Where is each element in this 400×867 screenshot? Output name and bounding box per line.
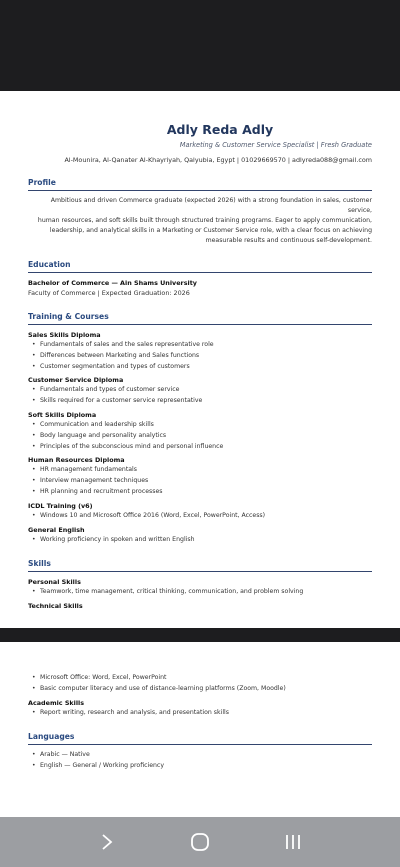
list-item: • Communication and leadership skills [28, 420, 372, 431]
android-nav-bar [0, 817, 400, 867]
list-item: • Windows 10 and Microsoft Office 2016 (Word, Excel, PowerPoint, Access) [28, 511, 372, 522]
training-group [28, 410, 372, 452]
top-dark-bar [0, 0, 400, 91]
training-group [28, 525, 372, 546]
list-item: • Interview management techniques [28, 476, 372, 487]
back-icon[interactable] [87, 827, 127, 857]
training-group [28, 501, 372, 522]
list-item: • Working proficiency in spoken and written English [28, 535, 372, 546]
list-item: • HR planning and recruitment processes [28, 487, 372, 498]
list-item: • HR management fundamentals [28, 465, 372, 476]
cv-page-1 [28, 122, 372, 611]
list-item: • Skills required for a customer service representative [28, 396, 372, 407]
list-item: • Report writing, research and analysis, and presentation skills [28, 708, 372, 719]
home-icon[interactable] [180, 827, 220, 857]
list-item: • Arabic — Native [28, 750, 372, 761]
list-item: • English — General / Working proficiency [28, 761, 372, 772]
list-item: • Fundamentals and types of customer service [28, 385, 372, 396]
skills-group-academic [28, 698, 372, 719]
training-group-title: Soft Skills Diploma [28, 410, 97, 419]
section-title-profile: Profile [28, 178, 372, 191]
page-break-bar [0, 628, 400, 642]
training-group [28, 330, 372, 372]
profile-text [28, 196, 372, 246]
applicant-name: Adly Reda Adly [166, 122, 274, 137]
section-title-training: Training & Courses [28, 312, 372, 325]
list-item: • Teamwork, time management, critical thinking, communication, and problem solving [28, 587, 372, 598]
training-group [28, 375, 372, 407]
profile-section [28, 178, 372, 246]
training-group-title: Customer Service Diploma [28, 376, 124, 385]
list-item: • Basic computer literacy and use of distance-learning platforms (Zoom, Moodle) [28, 684, 372, 695]
skills-group-technical [28, 601, 372, 611]
applicant-subtitle: Marketing & Customer Service Specialist | Fresh Graduate [179, 141, 372, 149]
list-item: • Body language and personality analytics [28, 431, 372, 442]
education-detail: Faculty of Commerce | Expected Graduation: 2026 [28, 289, 190, 297]
training-section [28, 312, 372, 545]
section-title-languages: Languages [28, 732, 372, 745]
profile-line: leadership, and analytical skills in a Marketing or Customer Service role, with a clear focus on achieving [49, 227, 372, 234]
profile-line: human resources, and soft skills built through structured training programs. Eager to apply communication, [37, 217, 372, 224]
profile-line: measurable results and continuous self-development. [205, 237, 372, 244]
training-group [28, 455, 372, 497]
languages-section [28, 732, 372, 772]
training-group-title: Human Resources Diploma [28, 456, 125, 465]
list-item: • Microsoft Office: Word, Excel, PowerPoint [28, 673, 372, 684]
training-group-title: Sales Skills Diploma [28, 331, 101, 339]
skills-group-title: Academic Skills [28, 698, 85, 707]
training-group-title: ICDL Training (v6) [28, 501, 93, 510]
profile-line: Ambitious and driven Commerce graduate (expected 2026) with a strong foundation in sales, customer service, [50, 197, 372, 214]
recents-icon[interactable] [273, 827, 313, 857]
cv-page-2 [28, 673, 372, 772]
training-group-title: General English [28, 525, 85, 534]
skills-group-title: Technical Skills [28, 602, 83, 611]
skills-group-title: Personal Skills [28, 578, 81, 587]
list-item: • Fundamentals of sales and the sales representative role [28, 340, 372, 351]
list-item: • Customer segmentation and types of customers [28, 362, 372, 373]
section-title-education: Education [28, 260, 372, 273]
list-item: • Principles of the subconscious mind and personal influence [28, 442, 372, 453]
education-degree: Bachelor of Commerce — Ain Shams University [28, 279, 197, 287]
section-title-skills: Skills [28, 559, 372, 572]
contact-line: Al-Mounira, Al-Qanater Al-Khayriyah, Qalyubia, Egypt | 01029669570 | adlyreda088@gmail.com [64, 156, 372, 164]
list-item: • Differences between Marketing and Sales functions [28, 351, 372, 362]
skills-group-personal [28, 577, 372, 598]
skills-section [28, 559, 372, 611]
education-section [28, 260, 372, 298]
